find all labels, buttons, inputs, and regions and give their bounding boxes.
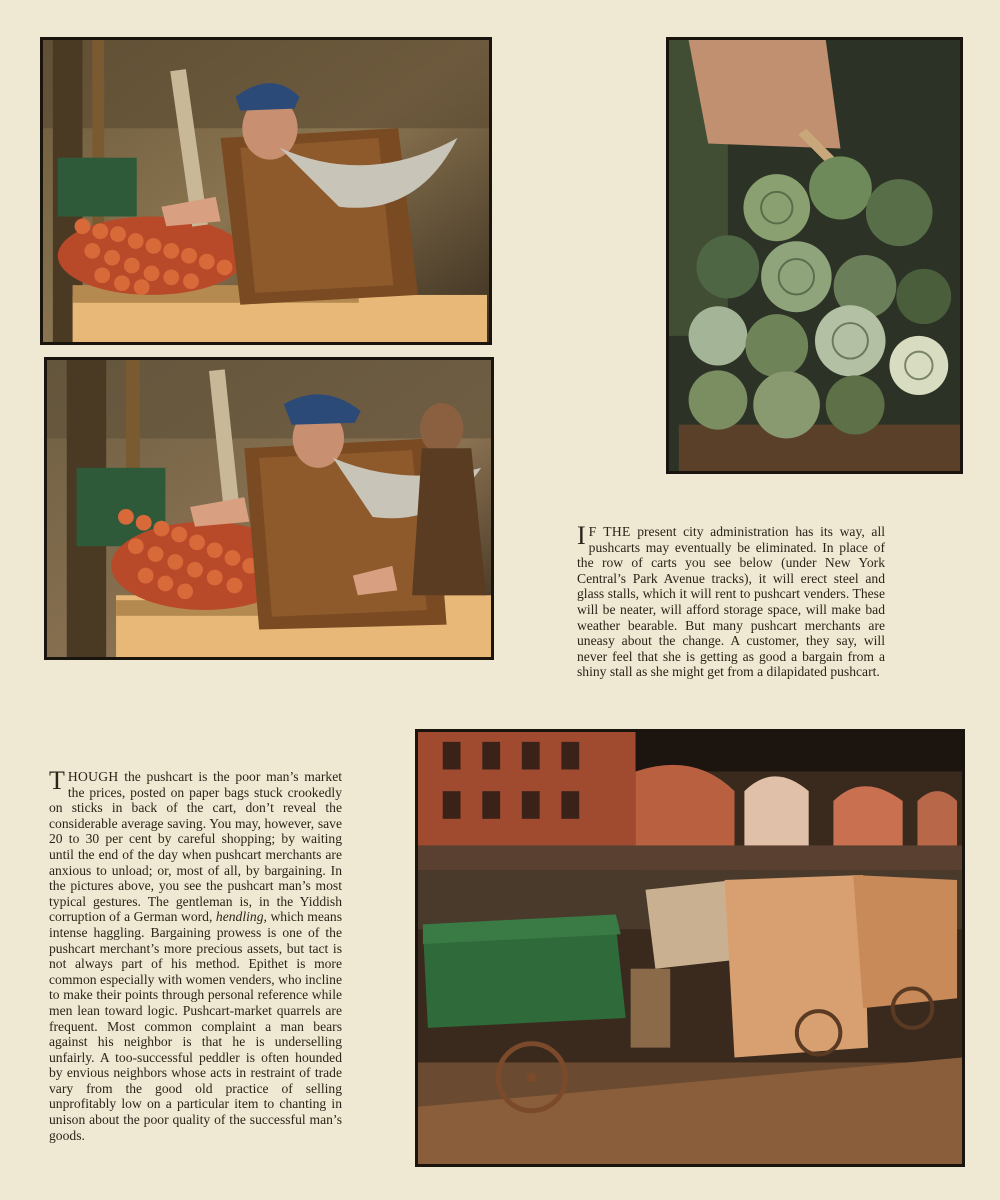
vendor-gesture-photo: [40, 37, 492, 345]
intro-paragraph: [577, 521, 885, 680]
main-lead: HOUGH: [67, 769, 119, 784]
intro-dropcap: I: [577, 521, 586, 550]
main-dropcap: T: [49, 766, 65, 795]
intro-body: present city administration has its way, all pushcarts may eventually be eliminated. In place of the row of carts you see below (under New York Central’s Park Avenue tracks), it will erect steel and glass stalls, which it will rent to pushcart venders. These will be neater, will afford storage space, will make bad weather bearable. But many pushcart merchants are uneasy about the change. A customer, they say, will never feel that she is getting as good a bargain from a shiny stall as she might get from a dilapidated pushcart.: [577, 524, 885, 680]
intro-lead: F THE: [588, 524, 631, 539]
main-body-part2: which means intense haggling. Bargaining prowess is one of the pushcart merchant’s more precious assets, but tact is not always part of his method. Epithet is more common especially with women venders, who incline to make their points through personal reference while men lean toward logic. Pushcart-market quarrels are frequent. Most common complaint a man bears against his neighbor is that he is underselling unfairly. A too-successful peddler is often hounded by envious neighbors whose acts in restraint of trade vary from the good old practice of selling unprofitably low on a particular item to chanting in unison about the poor quality of the successful man’s goods.: [49, 909, 342, 1143]
main-italic-word: hendling,: [215, 909, 267, 925]
main-paragraph: [49, 766, 343, 1143]
cabbage-cart-photo: [666, 37, 963, 474]
vendor-haggling-photo: [44, 357, 494, 660]
pushcart-row-photo: [415, 729, 965, 1167]
main-body-part1: the pushcart is the poor man’s market the prices, posted on paper bags stuck crookedly on sticks in back of the cart, don’t reveal the considerable average saving. You may, however, save 20 to 30 per cent by careful shopping; by waiting until the end of the day when pushcart merchants are anxious to unload; or, most of all, by bargaining. In the pictures above, you see the pushcart man’s most typical gestures. The gentleman is, in the Yiddish corruption of a German word,: [49, 769, 343, 925]
